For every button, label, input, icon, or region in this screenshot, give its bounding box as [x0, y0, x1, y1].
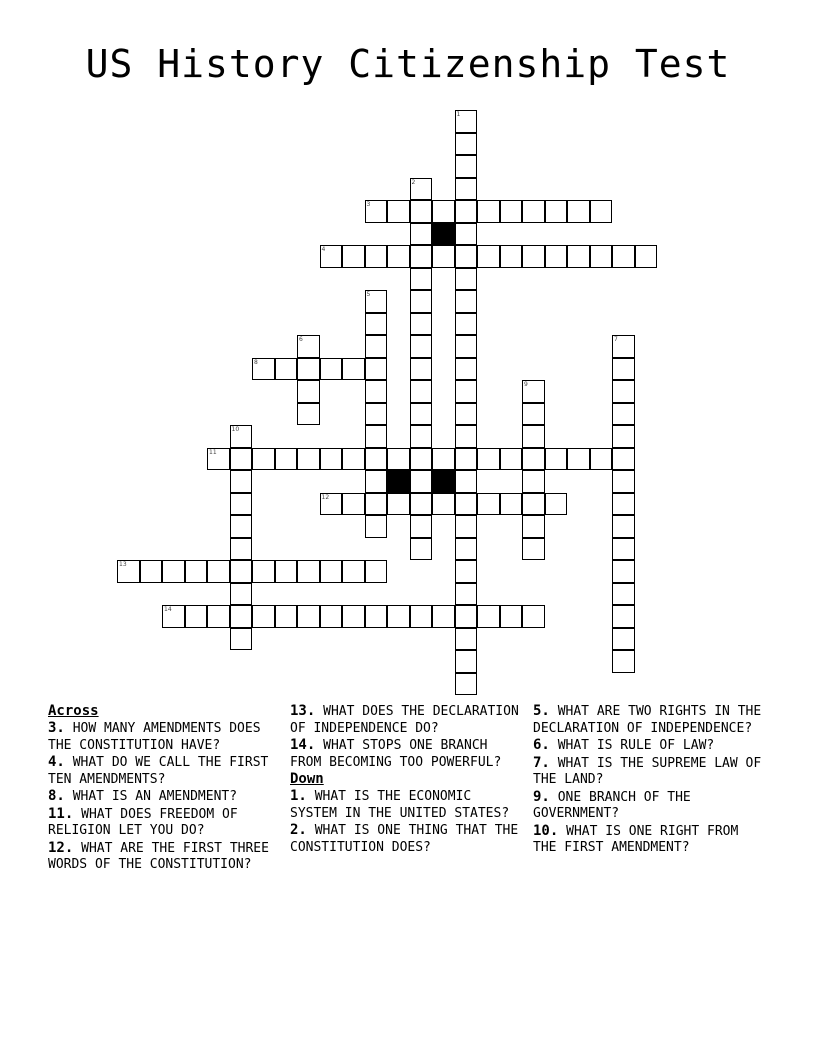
grid-cell[interactable]	[477, 245, 500, 268]
grid-cell[interactable]	[230, 448, 253, 471]
grid-cell[interactable]	[590, 200, 613, 223]
grid-cell[interactable]	[612, 515, 635, 538]
grid-cell[interactable]	[410, 223, 433, 246]
grid-cell[interactable]	[365, 605, 388, 628]
grid-cell[interactable]	[365, 470, 388, 493]
grid-cell[interactable]	[320, 560, 343, 583]
cell-number: 9	[524, 381, 528, 388]
grid-cell[interactable]	[432, 605, 455, 628]
grid-cell[interactable]	[522, 538, 545, 561]
grid-cell[interactable]	[410, 313, 433, 336]
grid-cell[interactable]	[500, 200, 523, 223]
down-clue-9: 9. ONE BRANCH OF THE GOVERNMENT?	[533, 788, 691, 821]
down-clue-6: 6. WHAT IS RULE OF LAW?	[533, 737, 715, 753]
cell-number: 5	[366, 291, 371, 298]
grid-cell[interactable]	[365, 493, 388, 516]
grid-cell[interactable]	[522, 200, 545, 223]
grid-cell[interactable]	[387, 200, 410, 223]
grid-cell[interactable]	[455, 515, 478, 538]
grid-cell[interactable]	[230, 493, 253, 516]
grid-cell[interactable]	[387, 605, 410, 628]
grid-cell[interactable]	[320, 605, 343, 628]
grid-cell[interactable]	[522, 470, 545, 493]
cell-number: 1	[456, 111, 461, 118]
across-heading: Across	[48, 703, 99, 719]
grid-cell[interactable]	[612, 335, 635, 358]
grid-cell[interactable]	[297, 358, 320, 381]
grid-cell[interactable]	[162, 560, 185, 583]
down-clue-5: 5. WHAT ARE TWO RIGHTS IN THE DECLARATION OF INDEPENDENCE?	[533, 703, 762, 736]
grid-cell[interactable]	[342, 358, 365, 381]
grid-cell[interactable]	[455, 313, 478, 336]
grid-cell[interactable]	[297, 380, 320, 403]
across-clue-11: 11. WHAT DOES FREEDOM OF RELIGION LET YOU DO?	[48, 805, 238, 838]
grid-cell[interactable]	[455, 110, 478, 133]
grid-cell[interactable]	[455, 403, 478, 426]
grid-cell[interactable]	[410, 358, 433, 381]
grid-cell[interactable]	[410, 268, 433, 291]
grid-cell[interactable]	[455, 380, 478, 403]
grid-cell[interactable]	[455, 268, 478, 291]
grid-cell[interactable]	[545, 200, 568, 223]
cell-number: 11	[209, 448, 217, 456]
grid-cell[interactable]	[207, 448, 230, 471]
grid-cell[interactable]	[297, 448, 320, 471]
grid-cell[interactable]	[612, 628, 635, 651]
grid-cell[interactable]	[455, 470, 478, 493]
grid-block	[387, 470, 410, 493]
page-title: US History Citizenship Test	[85, 42, 731, 86]
grid-cell[interactable]	[365, 560, 388, 583]
grid-cell[interactable]	[410, 290, 433, 313]
grid-cell[interactable]	[455, 650, 478, 673]
grid-cell[interactable]	[590, 448, 613, 471]
cell-number: 12	[321, 493, 330, 501]
grid-cell[interactable]	[545, 245, 568, 268]
grid-cell[interactable]	[567, 200, 590, 223]
grid-block	[432, 223, 455, 246]
grid-cell[interactable]	[230, 605, 253, 628]
grid-cell[interactable]	[455, 605, 478, 628]
grid-cell[interactable]	[612, 538, 635, 561]
grid-cell[interactable]	[365, 515, 388, 538]
grid-cell[interactable]	[342, 245, 365, 268]
grid-cell[interactable]	[140, 560, 163, 583]
grid-cell[interactable]	[500, 493, 523, 516]
grid-cell[interactable]	[387, 245, 410, 268]
grid-cell[interactable]	[545, 493, 568, 516]
grid-cell[interactable]	[500, 245, 523, 268]
grid-cell[interactable]	[230, 425, 253, 448]
grid-cell[interactable]	[230, 628, 253, 651]
grid-cell[interactable]	[365, 200, 388, 223]
grid-cell[interactable]	[365, 335, 388, 358]
cell-number: 2	[411, 178, 416, 186]
grid-cell[interactable]	[342, 448, 365, 471]
grid-cell[interactable]	[410, 425, 433, 448]
grid-block	[432, 470, 455, 493]
grid-cell[interactable]	[432, 448, 455, 471]
grid-cell[interactable]	[207, 560, 230, 583]
grid-cell[interactable]	[275, 358, 298, 381]
grid-cell[interactable]	[410, 178, 433, 201]
grid-cell[interactable]	[207, 605, 230, 628]
grid-cell[interactable]	[410, 403, 433, 426]
grid-cell[interactable]	[230, 470, 253, 493]
grid-cell[interactable]	[567, 245, 590, 268]
grid-cell[interactable]	[297, 605, 320, 628]
grid-cell[interactable]	[522, 448, 545, 471]
grid-cell[interactable]	[612, 605, 635, 628]
grid-cell[interactable]	[455, 223, 478, 246]
grid-cell[interactable]	[612, 358, 635, 381]
grid-cell[interactable]	[365, 448, 388, 471]
grid-cell[interactable]	[477, 448, 500, 471]
grid-cell[interactable]	[410, 515, 433, 538]
grid-cell[interactable]	[612, 650, 635, 673]
grid-cell[interactable]	[162, 605, 185, 628]
clue-column-3	[533, 703, 763, 857]
grid-cell[interactable]	[455, 245, 478, 268]
grid-cell[interactable]	[455, 178, 478, 201]
down-heading: Down	[290, 771, 324, 787]
grid-cell[interactable]	[522, 245, 545, 268]
grid-cell[interactable]	[455, 628, 478, 651]
down-clue-1: 1. WHAT IS THE ECONOMIC SYSTEM IN THE UNITED STATES?	[290, 788, 510, 821]
across-clue-8: 8. WHAT IS AN AMENDMENT?	[48, 788, 238, 804]
grid-cell[interactable]	[455, 538, 478, 561]
across-clue-14: 14. WHAT STOPS ONE BRANCH FROM BECOMING TOO POWERFUL?	[290, 737, 502, 770]
cell-number: 14	[164, 606, 172, 613]
cell-number: 10	[231, 426, 240, 433]
grid-cell[interactable]	[410, 448, 433, 471]
across-clue-13: 13. WHAT DOES THE DECLARATION OF INDEPENDENCE DO?	[290, 703, 519, 736]
grid-cell[interactable]	[612, 448, 635, 471]
down-clue-10: 10. WHAT IS ONE RIGHT FROM THE FIRST AMENDMENT?	[533, 822, 739, 855]
grid-cell[interactable]	[252, 560, 275, 583]
grid-cell[interactable]	[387, 448, 410, 471]
grid-cell[interactable]	[342, 560, 365, 583]
grid-cell[interactable]	[567, 448, 590, 471]
grid-cell[interactable]	[230, 583, 253, 606]
grid-cell[interactable]	[432, 493, 455, 516]
grid-cell[interactable]	[365, 290, 388, 313]
grid-cell[interactable]	[455, 560, 478, 583]
grid-cell[interactable]	[455, 290, 478, 313]
grid-cell[interactable]	[230, 538, 253, 561]
grid-cell[interactable]	[252, 448, 275, 471]
grid-cell[interactable]	[477, 605, 500, 628]
cell-number: 8	[254, 358, 258, 366]
grid-cell[interactable]	[455, 358, 478, 381]
grid-cell[interactable]	[342, 605, 365, 628]
grid-cell[interactable]	[545, 448, 568, 471]
grid-cell[interactable]	[410, 245, 433, 268]
grid-cell[interactable]	[410, 200, 433, 223]
grid-cell[interactable]	[522, 493, 545, 516]
grid-cell[interactable]	[230, 560, 253, 583]
grid-cell[interactable]	[275, 448, 298, 471]
grid-cell[interactable]	[612, 493, 635, 516]
grid-cell[interactable]	[522, 605, 545, 628]
grid-cell[interactable]	[432, 200, 455, 223]
grid-cell[interactable]	[320, 358, 343, 381]
grid-cell[interactable]	[365, 380, 388, 403]
grid-cell[interactable]	[455, 493, 478, 516]
grid-cell[interactable]	[522, 403, 545, 426]
across-clue-3: 3. HOW MANY AMENDMENTS DOES THE CONSTITUTION HAVE?	[48, 720, 261, 753]
grid-cell[interactable]	[410, 538, 433, 561]
grid-cell[interactable]	[410, 335, 433, 358]
grid-cell[interactable]	[410, 605, 433, 628]
grid-cell[interactable]	[410, 493, 433, 516]
grid-cell[interactable]	[387, 493, 410, 516]
grid-cell[interactable]	[612, 425, 635, 448]
grid-cell[interactable]	[477, 200, 500, 223]
grid-cell[interactable]	[252, 605, 275, 628]
grid-cell[interactable]	[635, 245, 658, 268]
cell-number: 6	[299, 336, 303, 343]
grid-cell[interactable]	[455, 583, 478, 606]
cell-number: 3	[366, 201, 371, 208]
grid-cell[interactable]	[365, 313, 388, 336]
grid-cell[interactable]	[455, 425, 478, 448]
clue-column-1	[48, 703, 278, 874]
grid-cell[interactable]	[185, 560, 208, 583]
grid-cell[interactable]	[455, 200, 478, 223]
grid-cell[interactable]	[455, 335, 478, 358]
grid-cell[interactable]	[455, 673, 478, 696]
grid-cell[interactable]	[365, 425, 388, 448]
grid-cell[interactable]	[297, 403, 320, 426]
grid-cell[interactable]	[342, 493, 365, 516]
grid-cell[interactable]	[455, 448, 478, 471]
grid-cell[interactable]	[117, 560, 140, 583]
grid-cell[interactable]	[297, 560, 320, 583]
grid-cell[interactable]	[365, 245, 388, 268]
grid-cell[interactable]	[230, 515, 253, 538]
clue-column-2	[290, 703, 520, 856]
grid-cell[interactable]	[500, 605, 523, 628]
grid-cell[interactable]	[522, 515, 545, 538]
grid-cell[interactable]	[477, 493, 500, 516]
grid-cell[interactable]	[410, 380, 433, 403]
grid-cell[interactable]	[612, 403, 635, 426]
grid-cell[interactable]	[522, 425, 545, 448]
across-clue-12: 12. WHAT ARE THE FIRST THREE WORDS OF THE CONSTITUTION?	[48, 839, 269, 872]
across-clue-4: 4. WHAT DO WE CALL THE FIRST TEN AMENDMENTS?	[48, 754, 269, 787]
cell-number: 7	[614, 336, 618, 343]
grid-cell[interactable]	[275, 560, 298, 583]
down-clue-2: 2. WHAT IS ONE THING THAT THE CONSTITUTION DOES?	[290, 822, 519, 855]
grid-cell[interactable]	[432, 245, 455, 268]
grid-cell[interactable]	[500, 448, 523, 471]
grid-cell[interactable]	[365, 358, 388, 381]
down-clue-7: 7. WHAT IS THE SUPREME LAW OF THE LAND?	[533, 754, 762, 787]
cell-number: 4	[321, 246, 326, 253]
grid-cell[interactable]	[522, 380, 545, 403]
grid-cell[interactable]	[297, 335, 320, 358]
grid-cell[interactable]	[320, 493, 343, 516]
grid-cell[interactable]	[455, 155, 478, 178]
grid-cell[interactable]	[410, 470, 433, 493]
grid-cell[interactable]	[275, 605, 298, 628]
grid-cell[interactable]	[320, 448, 343, 471]
grid-cell[interactable]	[612, 380, 635, 403]
grid-cell[interactable]	[612, 245, 635, 268]
grid-cell[interactable]	[320, 245, 343, 268]
grid-cell[interactable]	[590, 245, 613, 268]
grid-cell[interactable]	[612, 583, 635, 606]
cell-number: 13	[119, 561, 127, 568]
grid-cell[interactable]	[612, 470, 635, 493]
grid-cell[interactable]	[455, 133, 478, 156]
grid-cell[interactable]	[365, 403, 388, 426]
grid-cell[interactable]	[252, 358, 275, 381]
grid-cell[interactable]	[185, 605, 208, 628]
grid-cell[interactable]	[612, 560, 635, 583]
